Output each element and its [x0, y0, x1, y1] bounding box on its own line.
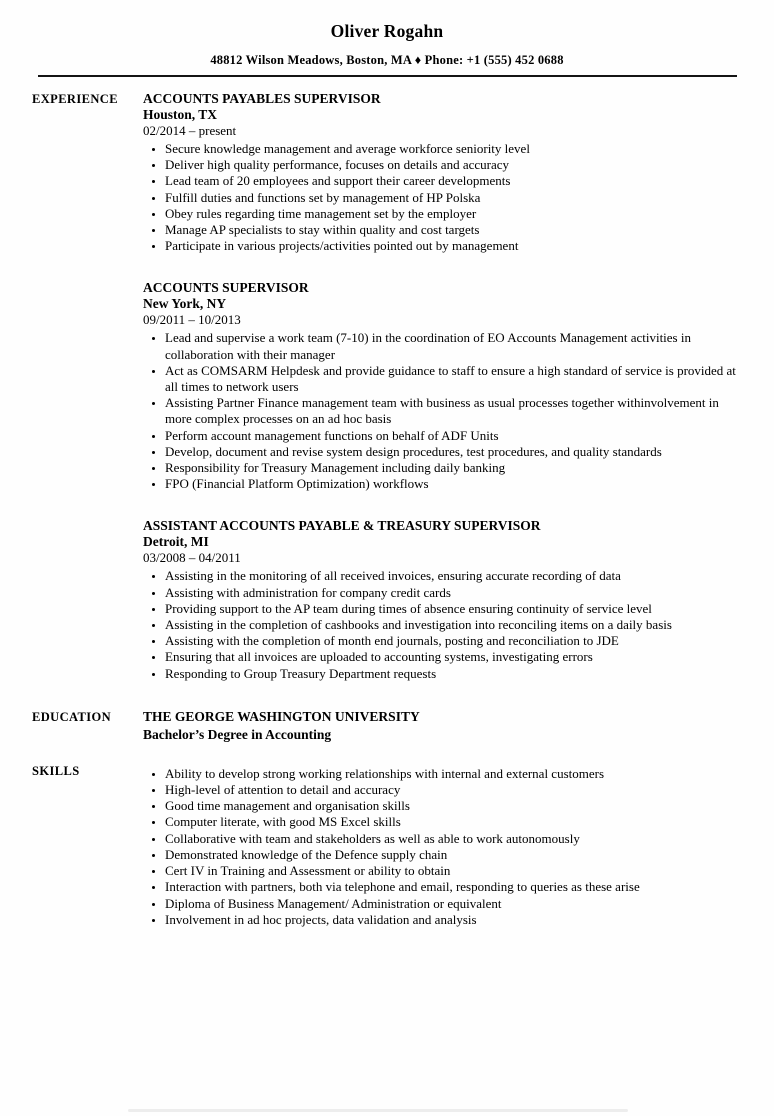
bullet-item: • Develop, document and revise system design procedures, test procedures, and quality standards [165, 444, 737, 460]
skills-label: SKILLS [32, 763, 80, 778]
bullet-item: • Assisting with administration for company credit cards [165, 585, 737, 601]
school-name: THE GEORGE WASHINGTON UNIVERSITY [143, 708, 420, 724]
skills-body [143, 763, 737, 928]
bullet-item: • Act as COMSARM Helpdesk and provide guidance to staff to ensure a high standard of service is provided at all times to network users [165, 363, 737, 395]
contact-line: 48812 Wilson Meadows, Boston, MA ♦ Phone: +1 (555) 452 0688 [210, 53, 564, 67]
bullet-item: • Fulfill duties and functions set by management of HP Polska [165, 190, 737, 206]
bullet-item: • Ensuring that all invoices are uploaded to accounting systems, investigating errors [165, 649, 737, 665]
bullet-item: • Assisting Partner Finance management team with business as usual processes together withinvolvement in more complex processes on an ad hoc basis [165, 395, 737, 427]
job-bullets [143, 568, 737, 681]
bullet-item: • Assisting in the completion of cashbooks and investigation into reconciling items on a daily basis [165, 617, 737, 633]
skills-section [32, 763, 737, 928]
bullet-item: • Manage AP specialists to stay within quality and cost targets [165, 222, 737, 238]
bullet-item: • Participate in various projects/activities pointed out by management [165, 238, 737, 254]
education-label: EDUCATION [32, 709, 112, 724]
degree-name: Bachelor’s Degree in Accounting [143, 726, 332, 742]
bullet-item: • Assisting with the completion of month end journals, posting and reconciliation to JDE [165, 633, 737, 649]
job-bullets [143, 141, 737, 254]
job-title: ASSISTANT ACCOUNTS PAYABLE & TREASURY SUPERVISOR [143, 518, 541, 534]
bullet-item: • Lead and supervise a work team (7-10) in the coordination of EO Accounts Management activities in collaboration with their manager [165, 330, 737, 362]
bullet-item: • Good time management and organisation skills [165, 798, 737, 814]
job-title: ACCOUNTS SUPERVISOR [143, 280, 309, 296]
job-dates: 03/2008 – 04/2011 [143, 550, 241, 566]
bullet-item: • Computer literate, with good MS Excel skills [165, 814, 737, 830]
resume-header [0, 0, 774, 77]
job-location: Houston, TX [143, 107, 218, 122]
bullet-item: • Deliver high quality performance, focuses on details and accuracy [165, 157, 737, 173]
bullet-item: • Providing support to the AP team during times of absence ensuring continuity of service level [165, 601, 737, 617]
skills-list [143, 766, 737, 928]
bullet-item: • FPO (Financial Platform Optimization) workflows [165, 476, 737, 492]
bullet-item: • Ability to develop strong working relationships with internal and external customers [165, 766, 737, 782]
scan-artifact-line [128, 1109, 628, 1112]
job-dates: 09/2011 – 10/2013 [143, 312, 241, 328]
experience-jobs [143, 91, 737, 682]
bullet-item: • Cert IV in Training and Assessment or ability to obtain [165, 863, 737, 879]
bullet-item: • Involvement in ad hoc projects, data validation and analysis [165, 912, 737, 928]
job-location: Detroit, MI [143, 534, 209, 550]
bullet-item: • High-level of attention to detail and accuracy [165, 782, 737, 798]
bullet-item: • Demonstrated knowledge of the Defence supply chain [165, 847, 737, 863]
bullet-item: • Secure knowledge management and average workforce seniority level [165, 141, 737, 157]
bullet-item: • Diploma of Business Management/ Administration or equivalent [165, 896, 737, 912]
job-location: New York, NY [143, 296, 227, 312]
candidate-name: Oliver Rogahn [330, 21, 444, 41]
job-title: ACCOUNTS PAYABLES SUPERVISOR [143, 91, 381, 106]
education-section [32, 709, 737, 742]
job-dates: 02/2014 – present [143, 123, 237, 138]
bullet-item: • Interaction with partners, both via telephone and email, responding to queries as these arise [165, 879, 737, 895]
bullet-item: • Collaborative with team and stakeholders as well as able to work autonomously [165, 831, 737, 847]
job-entry [143, 280, 737, 492]
education-body [143, 709, 737, 742]
resume-body [0, 77, 774, 928]
bullet-item: • Assisting in the monitoring of all received invoices, ensuring accurate recording of data [165, 568, 737, 584]
job-entry [143, 518, 737, 681]
bullet-item: • Responding to Group Treasury Department requests [165, 666, 737, 682]
bullet-item: • Responsibility for Treasury Management including daily banking [165, 460, 737, 476]
bullet-item: • Lead team of 20 employees and support their career developments [165, 173, 737, 189]
bullet-item: • Perform account management functions on behalf of ADF Units [165, 428, 737, 444]
experience-section [32, 91, 737, 682]
job-entry [143, 91, 737, 254]
experience-label: EXPERIENCE [32, 92, 118, 106]
job-bullets [143, 330, 737, 492]
bullet-item: • Obey rules regarding time management set by the employer [165, 206, 737, 222]
